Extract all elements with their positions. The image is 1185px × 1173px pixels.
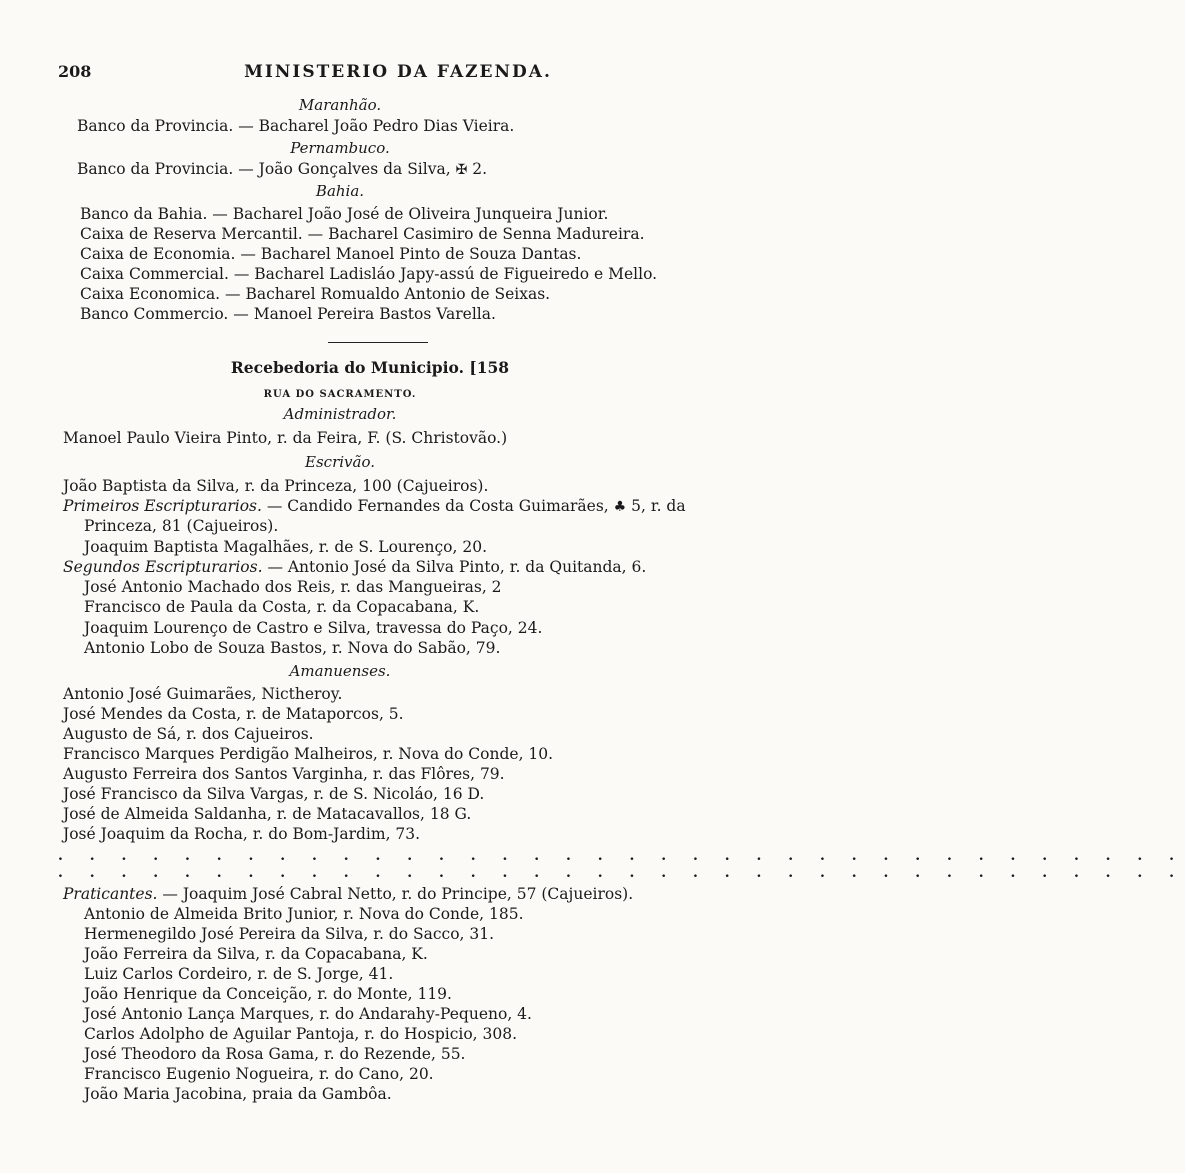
text-line: Carlos Adolpho de Aguilar Pantoja, r. do Hospicio, 308. [84,1025,518,1043]
heading-bahia: Bahia. [315,182,365,200]
section-title: Recebedoria do Municipio. [158 [230,358,510,377]
text-line [63,557,646,577]
ellipsis-row: . . . . . . . . . . . . . . . . . . . . . . . . . . . . . . . . . . . . [58,865,1185,881]
text-line: Francisco de Paula da Costa, r. da Copacabana, K. [84,598,480,616]
text-line: Augusto de Sá, r. dos Cajueiros. [63,725,314,743]
text-line: Manoel Paulo Vieira Pinto, r. da Feira, F. (S. Christovão.) [63,429,508,447]
text-line: João Maria Jacobina, praia da Gambôa. [84,1085,392,1103]
role-label: Praticantes. [63,885,158,903]
text-line: José Antonio Lança Marques, r. do Andarahy-Pequeno, 4. [84,1005,532,1023]
text-segment: 2. [472,160,488,178]
role-label: Segundos Escripturarios. [63,558,263,576]
text-line: Princeza, 81 (Cajueiros). [84,517,279,535]
text-line: Antonio de Almeida Brito Junior, r. Nova do Conde, 185. [84,905,524,923]
text-line: Joaquim Lourenço de Castro e Silva, travessa do Paço, 24. [84,619,543,637]
text-line: Hermenegildo José Pereira da Silva, r. do Sacco, 31. [84,925,495,943]
text-line: Joaquim Baptista Magalhães, r. de S. Lourenço, 20. [84,538,487,556]
text-line [63,496,686,517]
text-line: Caixa de Economia. — Bacharel Manoel Pinto de Souza Dantas. [80,245,582,263]
text-line: Banco da Bahia. — Bacharel João José de Oliveira Junqueira Junior. [80,205,609,223]
text-line: João Henrique da Conceição, r. do Monte, 119. [84,985,452,1003]
text-line: Banco da Provincia. — Bacharel João Pedro Dias Vieira. [77,117,515,135]
text-line [63,884,633,904]
text-line: Francisco Eugenio Nogueira, r. do Cano, 20. [84,1065,434,1083]
text-line: Banco Commercio. — Manoel Pereira Bastos Varella. [80,305,496,323]
text-line: José Joaquim da Rocha, r. do Bom-Jardim, 73. [63,825,421,843]
text-line: José de Almeida Saldanha, r. de Matacavallos, 18 G. [63,805,472,823]
text-line: Antonio Lobo de Souza Bastos, r. Nova do Sabão, 79. [84,639,501,657]
text-line: Luiz Carlos Cordeiro, r. de S. Jorge, 41. [84,965,394,983]
text-line: Augusto Ferreira dos Santos Varginha, r. das Flôres, 79. [63,765,505,783]
heading-amanuenses: Amanuenses. [289,662,391,680]
text-line: José Theodoro da Rosa Gama, r. do Rezende, 55. [84,1045,466,1063]
heading-maranhao: Maranhão. [298,96,382,114]
text-line: José Antonio Machado dos Reis, r. das Mangueiras, 2 [84,578,502,596]
text-line: João Ferreira da Silva, r. da Copacabana, K. [84,945,428,963]
text-line [77,159,487,180]
page-header [58,62,688,86]
cross-icon: ✠ [455,162,468,178]
heading-pernambuco: Pernambuco. [290,139,390,157]
street-name: RUA DO SACRAMENTO. [263,389,417,400]
role-label: Primeiros Escripturarios. [63,497,262,515]
text-line: Francisco Marques Perdigão Malheiros, r. Nova do Conde, 10. [63,745,554,763]
text-segment: — Antonio José da Silva Pinto, r. da Quitanda, 6. [267,558,647,576]
page-number: 208 [58,62,92,81]
text-segment: — Candido Fernandes da Costa Guimarães, [266,497,609,515]
running-head: MINISTERIO DA FAZENDA. [244,62,552,82]
text-line: Caixa Commercial. — Bacharel Ladisláo Japy-assú de Figueiredo e Mello. [80,265,658,283]
text-segment: 5, r. da [631,497,686,515]
text-line: Caixa de Reserva Mercantil. — Bacharel Casimiro de Senna Madureira. [80,225,645,243]
text-segment: — Joaquim José Cabral Netto, r. do Principe, 57 (Cajueiros). [162,885,634,903]
text-line: Caixa Economica. — Bacharel Romualdo Antonio de Seixas. [80,285,551,303]
text-line: José Mendes da Costa, r. de Mataporcos, 5. [63,705,404,723]
text-segment: Banco da Provincia. — João Gonçalves da Silva, [77,160,451,178]
heading-administrador: Administrador. [283,405,397,423]
text-line: Antonio José Guimarães, Nictheroy. [63,685,343,703]
text-line: João Baptista da Silva, r. da Princeza, 100 (Cajueiros). [63,477,489,495]
section-divider [328,342,428,343]
ellipsis-row: . . . . . . . . . . . . . . . . . . . . . . . . . . . . . . . . . . . . [58,848,1185,864]
text-line: José Francisco da Silva Vargas, r. de S. Nicoláo, 16 D. [63,785,485,803]
heading-escrivao: Escrivão. [305,453,375,471]
order-icon: ♣ [613,499,627,515]
